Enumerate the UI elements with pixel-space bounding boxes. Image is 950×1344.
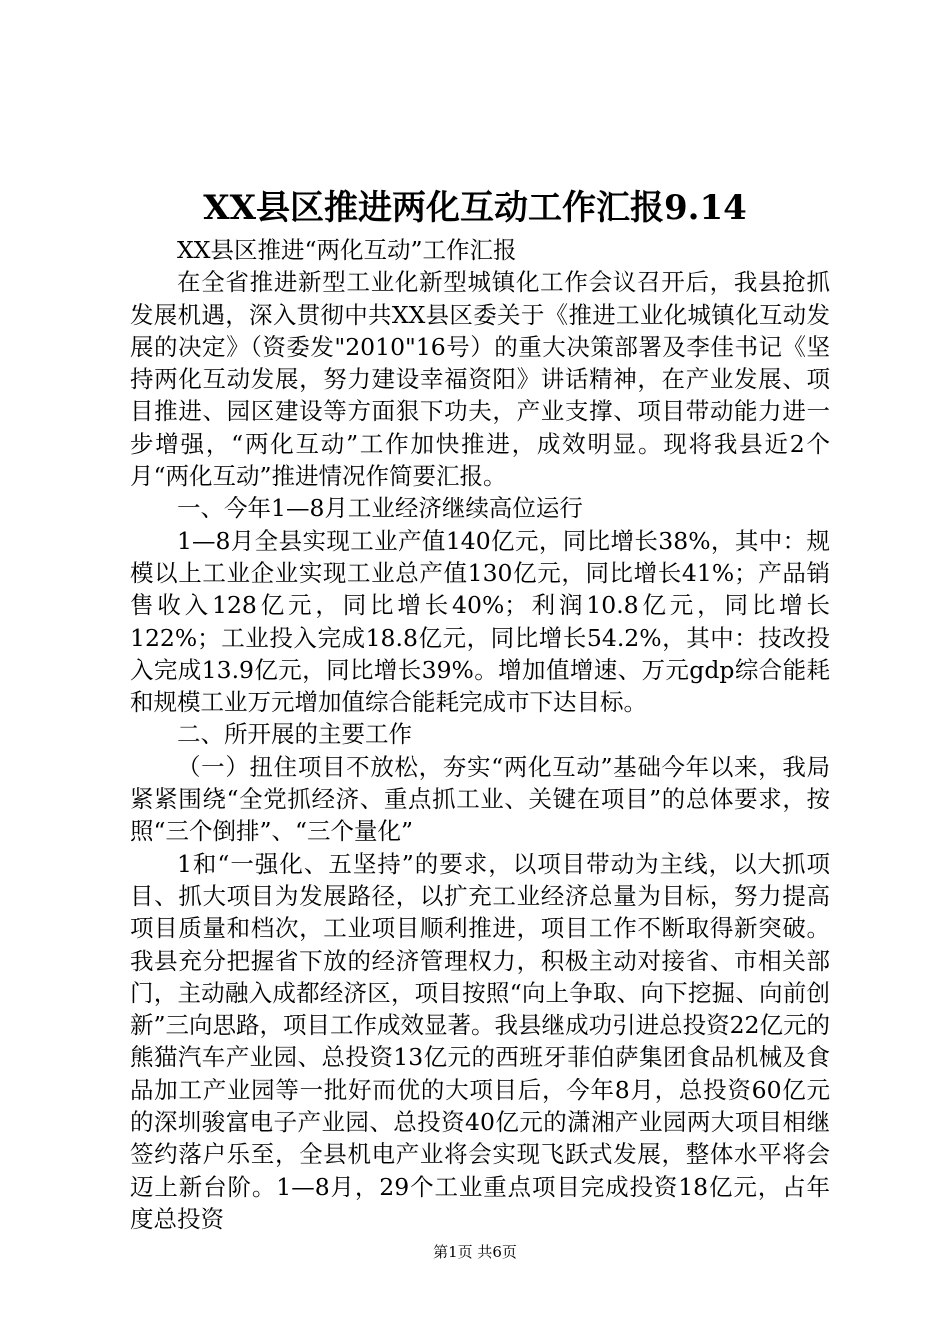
- page-footer: 第1页 共6页: [433, 1243, 517, 1261]
- paragraph-intro: 在全省推进新型工业化新型城镇化工作会议召开后，我县抢抓发展机遇，深入贯彻中共XX县区委关于《推进工业化城镇化互动发展的决定》（资委发"2010"16号）的重大决策部署及李佳书记《坚持两化互动发展，努力建设幸福资阳》讲话精神，在产业发展、项目推进、园区建设等方面狠下功夫，产业支撑、项目带动能力进一步增强，“两化互动”工作加快推进，成效明显。现将我县近2个月“两化互动”推进情况作简要汇报。: [130, 268, 830, 491]
- paragraph-subtitle: XX县区推进“两化互动”工作汇报: [177, 236, 517, 264]
- section-heading-2: 二、所开展的主要工作: [177, 720, 412, 749]
- section-heading-1: 一、今年1—8月工业经济继续高位运行: [177, 494, 583, 523]
- paragraph-economy: 1—8月全县实现工业产值140亿元，同比增长38%，其中：规模以上工业企业实现工业总产值130亿元，同比增长41%；产品销售收入128亿元，同比增长40%；利润10.8亿元，同比增长122%；工业投入完成18.8亿元，同比增长54.2%，其中：技改投入完成13.9亿元，同比增长39%。增加值增速、万元gdp综合能耗和规模工业万元增加值综合能耗完成市下达目标。: [130, 526, 830, 717]
- paragraph-subsection-1: （一）扭住项目不放松，夯实“两化互动”基础今年以来，我局紧紧围绕“全党抓经济、重点抓工业、关键在项目”的总体要求，按照“三个倒排”、“三个量化”: [130, 752, 830, 846]
- document-title: XX县区推进两化互动工作汇报9.14: [203, 188, 747, 228]
- paragraph-projects: 1和“一强化、五坚持”的要求，以项目带动为主线，以大抓项目、抓大项目为发展路径，以扩充工业经济总量为目标，努力提高项目质量和档次，工业项目顺利推进，项目工作不断取得新突破。我县充分把握省下放的经济管理权力，积极主动对接省、市相关部门，主动融入成都经济区，项目按照“向上争取、向下挖掘、向前创新”三向思路，项目工作成效显著。我县继成功引进总投资22亿元的熊猫汽车产业园、总投资13亿元的西班牙菲伯萨集团食品机械及食品加工产业园等一批好而优的大项目后，今年8月，总投资60亿元的深圳骏富电子产业园、总投资40亿元的潇湘产业园两大项目相继签约落户乐至，全县机电产业将会实现飞跃式发展，整体水平将会迈上新台阶。1—8月，29个工业重点项目完成投资18亿元，占年度总投资: [130, 849, 830, 1233]
- document-body: [130, 234, 830, 1235]
